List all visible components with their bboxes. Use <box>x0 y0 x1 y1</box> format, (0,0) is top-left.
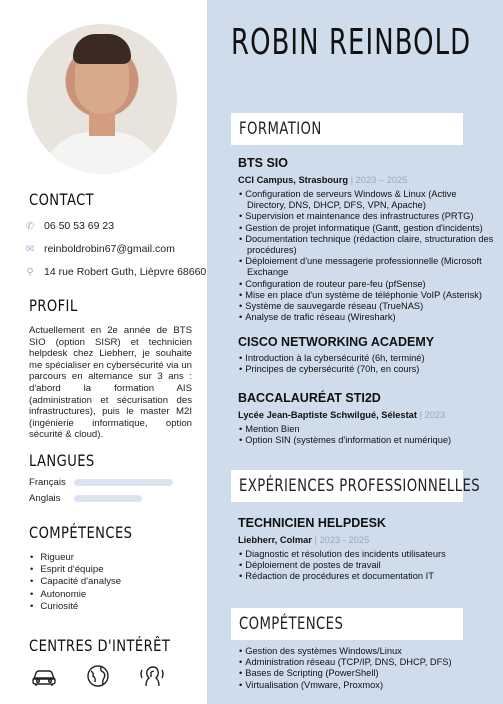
formation-banner <box>231 113 463 145</box>
formation-entry-bac <box>238 391 496 446</box>
formation-title: FORMATION <box>239 119 322 139</box>
soft-skills-list <box>30 552 121 613</box>
list-item: • Mention Bien <box>238 424 496 435</box>
profile-photo <box>27 24 177 174</box>
entry-bullets <box>238 424 496 446</box>
list-item: • Option SIN (systèmes d'information et numérique) <box>238 435 496 446</box>
list-item: • Esprit d'équipe <box>30 564 121 576</box>
experience-entry-helpdesk <box>238 516 496 583</box>
entry-separator: | <box>350 175 356 185</box>
contact-title: CONTACT <box>29 190 95 209</box>
list-item: • Déploiement d'une messagerie professionnelle (Microsoft Exchange <box>238 256 496 278</box>
profil-title: PROFIL <box>29 296 78 315</box>
entry-subtitle <box>238 175 496 185</box>
language-level-bar-english <box>74 495 142 502</box>
list-item: • Virtualisation (Vmware, Proxmox) <box>238 680 496 691</box>
language-french: Français <box>29 477 66 488</box>
car-icon <box>30 662 58 695</box>
location-pin-icon: ⚲ <box>26 266 34 278</box>
list-item: • Gestion des systèmes Windows/Linux <box>238 646 496 657</box>
entry-subtitle <box>238 535 496 545</box>
entry-org: CCI Campus, Strasbourg <box>238 175 349 185</box>
list-item: • Autonomie <box>30 589 121 601</box>
experiences-banner <box>231 470 481 502</box>
tech-skills-list <box>238 646 496 691</box>
profil-text: Actuellement en 2e année de BTS SIO (option SISR) et technicien helpdesk chez Liebherr, je souhaite me spécialiser en cybersécurité via un parcours en alternance sur 3 ans : d'abord la formation AIS (administration et sécurisation des infrastructures), puis le master M2I (ingénierie informatique, option sécurité & cloud). <box>29 325 192 441</box>
entry-title: BACCALAURÉAT STI2D <box>238 391 381 405</box>
entry-org: Lycée Jean-Baptiste Schwilgué, Sélestat <box>238 410 417 420</box>
entry-bullets <box>238 353 496 375</box>
language-english: Anglais <box>29 493 61 504</box>
contact-email <box>24 243 175 255</box>
list-item: • Analyse de trafic réseau (Wireshark) <box>238 312 496 323</box>
list-item: • Diagnostic et résolution des incidents utilisateurs <box>238 549 496 560</box>
entry-separator: | <box>314 535 320 545</box>
list-item: • Principes de cybersécurité (70h, en cours) <box>238 364 496 375</box>
phone-text: 06 50 53 69 23 <box>44 220 115 232</box>
list-item: • Rigueur <box>30 552 121 564</box>
entry-date: 2023 – 2025 <box>355 175 408 185</box>
list-item: • Bases de Scripting (PowerShell) <box>238 668 496 679</box>
email-text: reinboldrobin67@gmail.com <box>44 243 175 255</box>
list-item: • Supervision et maintenance des infrastructures (PRTG) <box>238 211 496 222</box>
list-item: • Configuration de routeur pare-feu (pfSense) <box>238 279 496 290</box>
langues-title: LANGUES <box>29 451 95 470</box>
list-item: • Mise en place d'un système de téléphonie VoIP (Asterisk) <box>238 290 496 301</box>
list-item: • Rédaction de procédures et documentation IT <box>238 571 496 582</box>
list-item: • Système de sauvegarde réseau (TrueNAS) <box>238 301 496 312</box>
address-text: 14 rue Robert Guth, Lièpvre 68660 <box>44 266 207 278</box>
mail-icon: ✉ <box>25 243 35 255</box>
hobbies-row <box>30 662 166 695</box>
entry-date: 2023 - 2025 <box>319 535 370 545</box>
list-item: • Configuration de serveurs Windows & Linux (Active Directory, DNS, DHCP, DFS, VPN, Apache) <box>238 189 496 211</box>
formation-entry-bts <box>238 156 496 323</box>
centres-title: CENTRES D'INTÉRÊT <box>29 636 171 655</box>
list-item: • Curiosité <box>30 601 121 613</box>
contact-phone <box>24 220 114 232</box>
phone-icon: ✆ <box>25 220 35 232</box>
entry-subtitle <box>238 410 496 420</box>
entry-separator: | <box>419 410 425 420</box>
list-item: • Capacité d'analyse <box>30 576 121 588</box>
list-item: • Documentation technique (rédaction claire, structuration des procédures) <box>238 234 496 256</box>
list-item: • Administration réseau (TCP/IP, DNS, DHCP, DFS) <box>238 657 496 668</box>
entry-org: Liebherr, Colmar <box>238 535 312 545</box>
entry-title: CISCO NETWORKING ACADEMY <box>238 335 435 349</box>
competences-right-title: COMPÉTENCES <box>239 614 344 634</box>
language-level-bar-french <box>74 479 173 486</box>
entry-bullets <box>238 189 496 323</box>
tech-skills-block <box>238 642 496 691</box>
entry-title: BTS SIO <box>238 156 289 170</box>
music-listening-icon <box>138 662 166 695</box>
person-name: ROBIN REINBOLD <box>231 22 472 63</box>
list-item: • Déploiement de postes de travail <box>238 560 496 571</box>
formation-entry-cisco <box>238 335 496 375</box>
entry-title: TECHNICIEN HELPDESK <box>238 516 386 530</box>
left-column <box>0 0 207 704</box>
entry-date: 2023 <box>424 410 446 420</box>
entry-bullets <box>238 549 496 583</box>
experiences-title: EXPÉRIENCES PROFESSIONNELLES <box>239 476 481 496</box>
list-item: • Gestion de projet informatique (Gantt, gestion d'incidents) <box>238 223 496 234</box>
competences-left-title: COMPÉTENCES <box>29 523 133 542</box>
globe-icon <box>84 662 112 695</box>
list-item: • Introduction à la cybersécurité (6h, terminé) <box>238 353 496 364</box>
competences-right-banner <box>231 608 463 640</box>
contact-address <box>24 266 206 278</box>
